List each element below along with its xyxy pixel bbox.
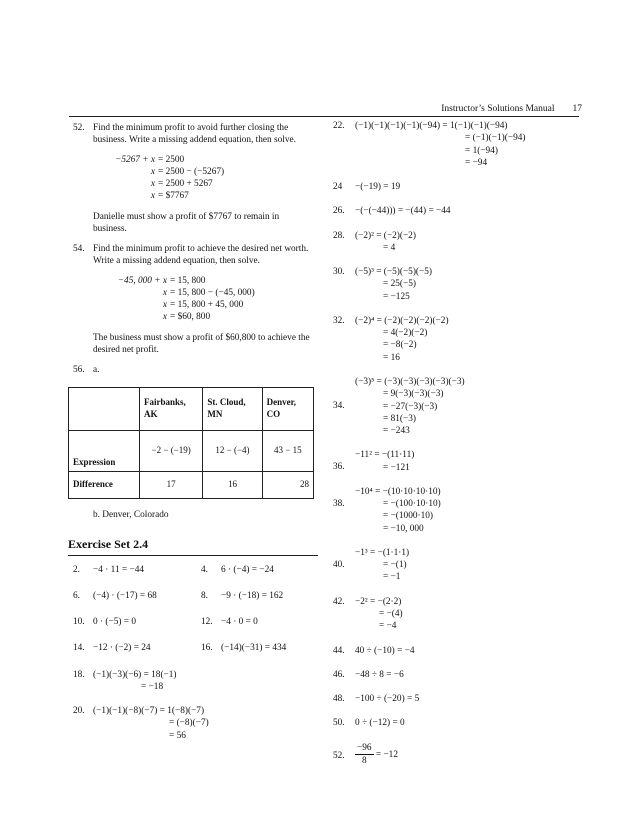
problem-number: 38. bbox=[333, 498, 345, 509]
problem-number: 42. bbox=[333, 596, 345, 607]
problem-text: Find the minimum profit to achieve the desired net worth. Write a missing addend equation, then solve. bbox=[93, 244, 309, 267]
solution-line: (−5)³ = (−5)(−5)(−5) bbox=[355, 267, 433, 278]
problem-number: 56. bbox=[73, 365, 85, 376]
exercise-solution: −4 · 11 = −44 bbox=[93, 564, 145, 575]
eq-rhs: = 15, 800 − (−45, 000) bbox=[170, 287, 255, 298]
problem-number: 30. bbox=[333, 267, 345, 278]
eq-lhs: x bbox=[162, 300, 167, 311]
problem-56 bbox=[73, 364, 325, 376]
equation-block bbox=[93, 275, 325, 324]
eq-lhs: x bbox=[150, 179, 155, 190]
solution-line: 0 ÷ (−12) = 0 bbox=[355, 718, 405, 729]
exercise-number: 2. bbox=[73, 564, 80, 575]
denominator: 8 bbox=[361, 755, 367, 766]
problem-number: 28. bbox=[333, 230, 345, 241]
eq-lhs: x bbox=[150, 166, 155, 177]
problem-conclusion: The business must show a profit of $60,800 to achieve the desired net profit. bbox=[93, 332, 310, 355]
col-header-denver: Denver, CO bbox=[262, 387, 313, 430]
solution-line: = −27(−3)(−3) bbox=[383, 401, 438, 412]
solution-line: (−2)² = (−2)(−2) bbox=[355, 230, 416, 241]
exercise-row bbox=[73, 642, 325, 654]
exercise-solution: (−4) · (−17) = 68 bbox=[93, 590, 157, 601]
row-label-difference: Difference bbox=[69, 471, 140, 498]
solution-line: = −(1) bbox=[383, 560, 407, 571]
solution-line: = −10, 000 bbox=[383, 523, 424, 534]
table-cell: 12 − (−4) bbox=[203, 430, 262, 471]
eq-rhs: = 2500 + 5267 bbox=[158, 179, 213, 190]
exercise-solution: −4 · 0 = 0 bbox=[221, 617, 258, 628]
table-cell: 17 bbox=[140, 471, 203, 498]
solution-line: = −8(−2) bbox=[383, 340, 417, 351]
problem-number: 22. bbox=[333, 121, 345, 131]
eq-rhs: = 2500 − (−5267) bbox=[158, 166, 225, 177]
problem-40 bbox=[333, 547, 593, 584]
exercise-number: 10. bbox=[73, 617, 85, 628]
solution-line: −(−19) = 19 bbox=[355, 182, 401, 193]
solution-line: = (−1)(−1)(−94) bbox=[465, 133, 526, 144]
table-row bbox=[69, 430, 314, 471]
problem-48 bbox=[333, 693, 593, 705]
exercise-row bbox=[73, 590, 325, 602]
problem-number: 32. bbox=[333, 315, 345, 326]
solution-line: = 25(−5) bbox=[383, 279, 416, 290]
solution-line: = 9(−3)(−3)(−3) bbox=[383, 389, 444, 400]
solution-line: (−2)⁴ = (−2)(−2)(−2)(−2) bbox=[355, 315, 449, 326]
solution-line: = 4(−2)(−2) bbox=[383, 328, 428, 339]
manual-title: Instructor’s Solutions Manual bbox=[441, 104, 555, 114]
fraction bbox=[355, 742, 374, 768]
eq-lhs: −5267 + x bbox=[115, 154, 155, 165]
exercise-number: 14. bbox=[73, 643, 85, 654]
exercise-number: 16. bbox=[201, 643, 213, 654]
solution-line: = −4 bbox=[379, 621, 397, 632]
problem-22 bbox=[333, 120, 593, 169]
problem-number: 40. bbox=[333, 559, 345, 570]
exercise-solution: (−14)(−31) = 434 bbox=[221, 643, 287, 654]
right-column bbox=[333, 120, 593, 767]
exercise-solution: 0 · (−5) = 0 bbox=[93, 617, 137, 628]
exercise-solution: = −18 bbox=[141, 681, 164, 692]
eq-rhs: = 15, 800 + 45, 000 bbox=[170, 300, 244, 311]
problem-38 bbox=[333, 486, 593, 535]
problem-number: 50. bbox=[333, 718, 345, 729]
solution-line: −1³ = −(1·1·1) bbox=[355, 547, 410, 558]
eq-lhs: x bbox=[162, 287, 167, 298]
exercise-solution: −12 · (−2) = 24 bbox=[93, 643, 151, 654]
problem-number: 24 bbox=[333, 182, 343, 193]
eq-lhs: −45, 000 + x bbox=[117, 275, 167, 286]
problem-42 bbox=[333, 596, 593, 633]
col-header-st-cloud: St. Cloud, MN bbox=[203, 387, 262, 430]
problem-36 bbox=[333, 449, 593, 474]
solution-line: = −(4) bbox=[379, 608, 403, 619]
problem-number: 52. bbox=[333, 750, 345, 761]
part-b-answer: b. Denver, Colorado bbox=[93, 509, 169, 520]
col-header-fairbanks: Fairbanks, AK bbox=[140, 387, 203, 430]
exercise-number: 8. bbox=[201, 590, 208, 601]
problem-34 bbox=[333, 376, 593, 437]
solution-line: −11² = −(11·11) bbox=[355, 450, 415, 461]
problem-52-right bbox=[333, 742, 593, 768]
eq-lhs: x bbox=[162, 312, 167, 323]
solution-line: = −243 bbox=[383, 426, 410, 437]
comparison-table bbox=[68, 387, 314, 499]
solution-line: = −1 bbox=[383, 572, 401, 583]
solution-line: −100 ÷ (−20) = 5 bbox=[355, 694, 420, 705]
solution-line: = −121 bbox=[383, 462, 410, 473]
problem-number: 48. bbox=[333, 694, 345, 705]
solution-line: −48 ÷ 8 = −6 bbox=[355, 669, 404, 680]
exercise-solution: (−1)(−1)(−8)(−7) = 1(−8)(−7) bbox=[93, 706, 205, 717]
problem-54 bbox=[73, 243, 325, 356]
part-a-label: a. bbox=[93, 365, 100, 376]
page-number: 17 bbox=[572, 104, 582, 114]
solution-line: (−1)(−1)(−1)(−1)(−94) = 1(−1)(−1)(−94) bbox=[355, 121, 508, 131]
problem-number: 26. bbox=[333, 206, 345, 217]
page-header bbox=[441, 103, 582, 116]
eq-rhs: = $7767 bbox=[158, 191, 189, 202]
problem-number: 34. bbox=[333, 400, 345, 411]
problem-44 bbox=[333, 645, 593, 657]
problem-number: 52. bbox=[73, 123, 85, 133]
solution-line: −10⁴ = −(10·10·10·10) bbox=[355, 486, 441, 497]
problem-number: 54. bbox=[73, 244, 85, 255]
solution-line: = 4 bbox=[383, 242, 396, 253]
table-cell: 28 bbox=[262, 471, 313, 498]
problem-number: 36. bbox=[333, 462, 345, 473]
problem-number: 46. bbox=[333, 669, 345, 680]
exercise-solution: (−1)(−3)(−6) = 18(−1) bbox=[93, 669, 177, 680]
eq-rhs: = 2500 bbox=[158, 154, 185, 165]
solution-line: 40 ÷ (−10) = −4 bbox=[355, 645, 415, 656]
eq-rhs: = 15, 800 bbox=[170, 275, 206, 286]
exercise-row bbox=[73, 564, 325, 576]
problem-50 bbox=[333, 717, 593, 729]
table-cell: 16 bbox=[203, 471, 262, 498]
exercise-number: 12. bbox=[201, 617, 213, 628]
problem-26 bbox=[333, 205, 593, 217]
row-label-expression: Expression bbox=[69, 430, 140, 471]
numerator: −96 bbox=[355, 742, 374, 755]
problem-number: 44. bbox=[333, 645, 345, 656]
left-column bbox=[68, 122, 325, 742]
solution-line: = −12 bbox=[375, 749, 398, 760]
equation-block bbox=[93, 154, 325, 203]
solution-line: = 16 bbox=[383, 352, 400, 363]
exercise-solution: = 56 bbox=[169, 730, 186, 741]
solution-line: = 1(−94) bbox=[465, 145, 498, 156]
solution-line: −2² = −(2·2) bbox=[355, 596, 402, 607]
exercise-number: 4. bbox=[201, 564, 208, 575]
exercise-number: 20. bbox=[73, 706, 85, 717]
problem-52 bbox=[73, 122, 325, 235]
exercise-row bbox=[73, 616, 325, 628]
table-cell: −2 − (−19) bbox=[140, 430, 203, 471]
problem-conclusion: Danielle must show a profit of $7767 to remain in business. bbox=[93, 211, 280, 234]
exercise-number: 18. bbox=[73, 669, 85, 680]
problem-24 bbox=[333, 181, 593, 193]
exercise-20 bbox=[73, 705, 325, 742]
table-corner bbox=[69, 387, 140, 430]
exercise-18 bbox=[73, 669, 325, 694]
solution-line: = −(100·10·10) bbox=[383, 499, 441, 510]
problem-46 bbox=[333, 669, 593, 681]
solution-line: = 81(−3) bbox=[383, 413, 416, 424]
solution-line: = −(1000·10) bbox=[383, 511, 433, 522]
solution-line: (−3)⁵ = (−3)(−3)(−3)(−3)(−3) bbox=[355, 376, 465, 387]
solution-line: = −125 bbox=[383, 291, 410, 302]
table-row bbox=[69, 471, 314, 498]
solution-line: = −94 bbox=[465, 157, 488, 168]
exercise-set-title: Exercise Set 2.4 bbox=[68, 537, 318, 556]
eq-rhs: = $60, 800 bbox=[170, 312, 211, 323]
header-rule bbox=[69, 116, 579, 117]
problem-30 bbox=[333, 266, 593, 303]
problem-text: Find the minimum profit to avoid further closing the business. Write a missing addend equation, then solve. bbox=[93, 123, 296, 146]
exercise-solution: −9 · (−18) = 162 bbox=[221, 590, 284, 601]
exercise-number: 6. bbox=[73, 590, 80, 601]
solution-line: −(−(−44))) = −(44) = −44 bbox=[355, 206, 451, 217]
problem-28 bbox=[333, 230, 593, 255]
table-cell: 43 − 15 bbox=[262, 430, 313, 471]
exercise-solution: = (−8)(−7) bbox=[169, 718, 209, 729]
eq-lhs: x bbox=[150, 191, 155, 202]
problem-32 bbox=[333, 315, 593, 364]
exercise-solution: 6 · (−4) = −24 bbox=[221, 564, 274, 575]
